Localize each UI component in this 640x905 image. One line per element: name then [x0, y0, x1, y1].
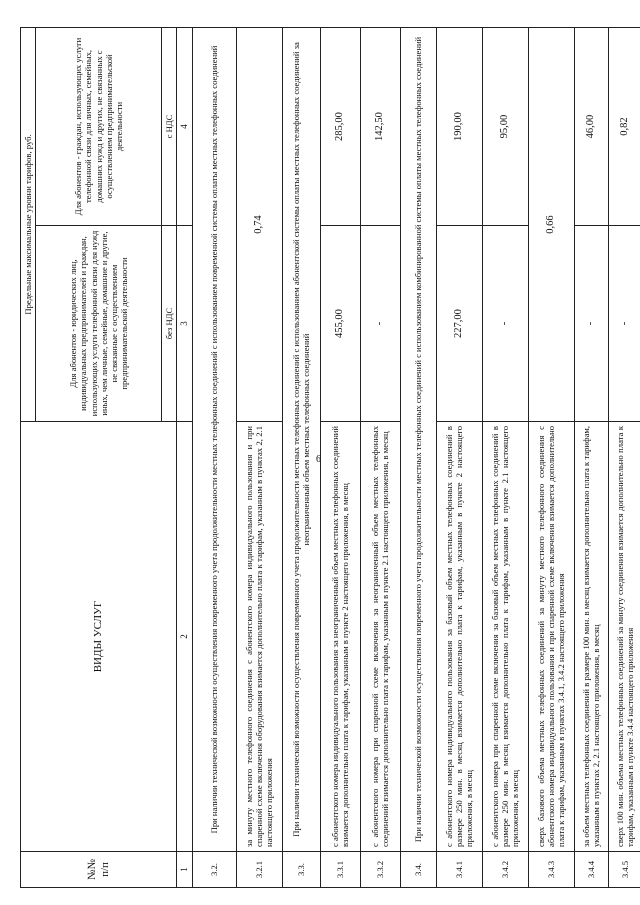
- tariff-value-vat-included: 142,50: [360, 27, 400, 225]
- header-citizens: Для абонентов - граждан, использующих услуги телефонной связи для личных, семейных, домашних нужд и других, не связанных с осуществлением предпринимательской деятельности: [36, 27, 162, 225]
- rotated-tariff-table-wrapper: [20, 28, 636, 888]
- header-legal-entities: Для абонентов - юридических лиц, индивидуальных предпринимателей и граждан, использующих услуги телефонной связи для нужд иных, чем личные, семейные, домашние и другие, не связанные с осуществлением предпринимательской деятельности: [36, 226, 162, 422]
- row-number: 3.4.3: [528, 852, 574, 888]
- tariff-value-vat-included: 0,82: [608, 27, 640, 225]
- tariff-value-vat-included: 285,00: [320, 27, 360, 225]
- tariff-table: [20, 27, 640, 888]
- service-description: с абонентского номера индивидуального пользования за базовый объем местных телефонных соединений в размере 250 мин. в месяц взимается дополнительно плата к тарифам, указанным в пункте 2 настоящего приложения, в месяц: [436, 422, 482, 852]
- service-description: сверх базового объема местных телефонных соединений за минуту местного телефонного соединения с абонентского номера индивидуального пользования и при спаренной схеме включения взимается дополнительно плата к тарифам, указанным в пунктах 3.4.1, 3.4.2 настоящего приложения: [528, 422, 574, 852]
- row-number: 3.2.1: [236, 852, 282, 888]
- tariff-value-vat-excluded: -: [482, 226, 528, 422]
- header-vat-excluded: без НДС: [162, 226, 177, 422]
- tariff-value: 0,66: [528, 27, 574, 421]
- row-number: 3.4.5: [608, 852, 640, 888]
- row-number: 3.4.2: [482, 852, 528, 888]
- header-tariff-group: Предельные максимальные уровни тарифов, руб.: [21, 27, 36, 421]
- header-services: ВИДЫ УСЛУГ: [21, 422, 177, 852]
- row-number: 3.4.4: [574, 852, 608, 888]
- section-heading: При наличии технической возможности осуществления повременного учета продолжительности местных телефонных соединений с использованием повременной системы оплаты местных телефонных соединений: [192, 27, 236, 851]
- tariff-value-vat-included: 46,00: [574, 27, 608, 225]
- row-number: 3.3.2: [360, 852, 400, 888]
- tariff-value-vat-included: 95,00: [482, 27, 528, 225]
- row-number: 3.2.: [192, 852, 236, 888]
- tariff-value-vat-excluded: -: [608, 226, 640, 422]
- row-number: 3.3.: [282, 852, 320, 888]
- section-heading: При наличии технической возможности осуществления повременного учета продолжительности местных телефонных соединений с использованием комбинированной системы оплаты местных телефонных соединений: [400, 27, 436, 851]
- header-vat-included: с НДС: [162, 27, 177, 225]
- column-number-4: 4: [177, 27, 193, 225]
- header-num: №№ п/п: [21, 852, 177, 888]
- column-number-2: 2: [177, 422, 193, 852]
- tariff-value-vat-excluded: -: [574, 226, 608, 422]
- tariff-value-vat-excluded: 227,00: [436, 226, 482, 422]
- tariff-value-vat-included: 190,00: [436, 27, 482, 225]
- service-description: сверх 100 мин. объема местных телефонных соединений за минуту соединения взимается дополнительно плата к тарифам, указанным в пункте 3.4.4 настоящего приложения: [608, 422, 640, 852]
- tariff-value: 0,74: [236, 27, 282, 421]
- row-number: 3.4.1: [436, 852, 482, 888]
- service-description: с абонентского номера при спаренной схеме включения за базовый объем местных телефонных соединений в размере 250 мин. в месяц взимается дополнительно плата к тарифам, указанным в пункте 2.1 настоящего приложения, в месяц: [482, 422, 528, 852]
- column-number-1: 1: [177, 852, 193, 888]
- section-heading: При наличии технической возможности осуществления повременного учета продолжительности местных телефонных соединений с использованием абонентской системы оплаты местных телефонных соединений за неограниченный объем местных телефонных соединений: [282, 27, 320, 851]
- tariff-value-vat-excluded: 455,00: [320, 226, 360, 422]
- service-description: с абонентского номера индивидуального пользования за неограниченный объем местных телефонных соединений взимается дополнительно плата к тарифам, указанным в пункте 2 настоящего приложения, в месяц: [320, 422, 360, 852]
- row-number: 3.3.1: [320, 852, 360, 888]
- column-number-3: 3: [177, 226, 193, 422]
- row-number: 3.4.: [400, 852, 436, 888]
- tariff-value-vat-excluded: -: [360, 226, 400, 422]
- service-description: за объем местных телефонных соединений в размере 100 мин. в месяц взимается дополнительно плата к тарифам, указанным в пунктах 2, 2.1 настоящего приложения, в месяц: [574, 422, 608, 852]
- service-description: с абонентского номера при спаренной схеме включения за неограниченный объем местных телефонных соединений взимается дополнительно плата к тарифам, указанным в пункте 2.1 настоящего приложения, в месяц: [360, 422, 400, 852]
- page-number: 6: [316, 454, 321, 465]
- service-description: за минуту местного телефонного соединения с абонентского номера индивидуального пользования и при спаренной схеме включения оборудования взимается дополнительно плата к тарифам, указанным в пунктах 2, 2.1 настоящего приложения: [236, 422, 282, 852]
